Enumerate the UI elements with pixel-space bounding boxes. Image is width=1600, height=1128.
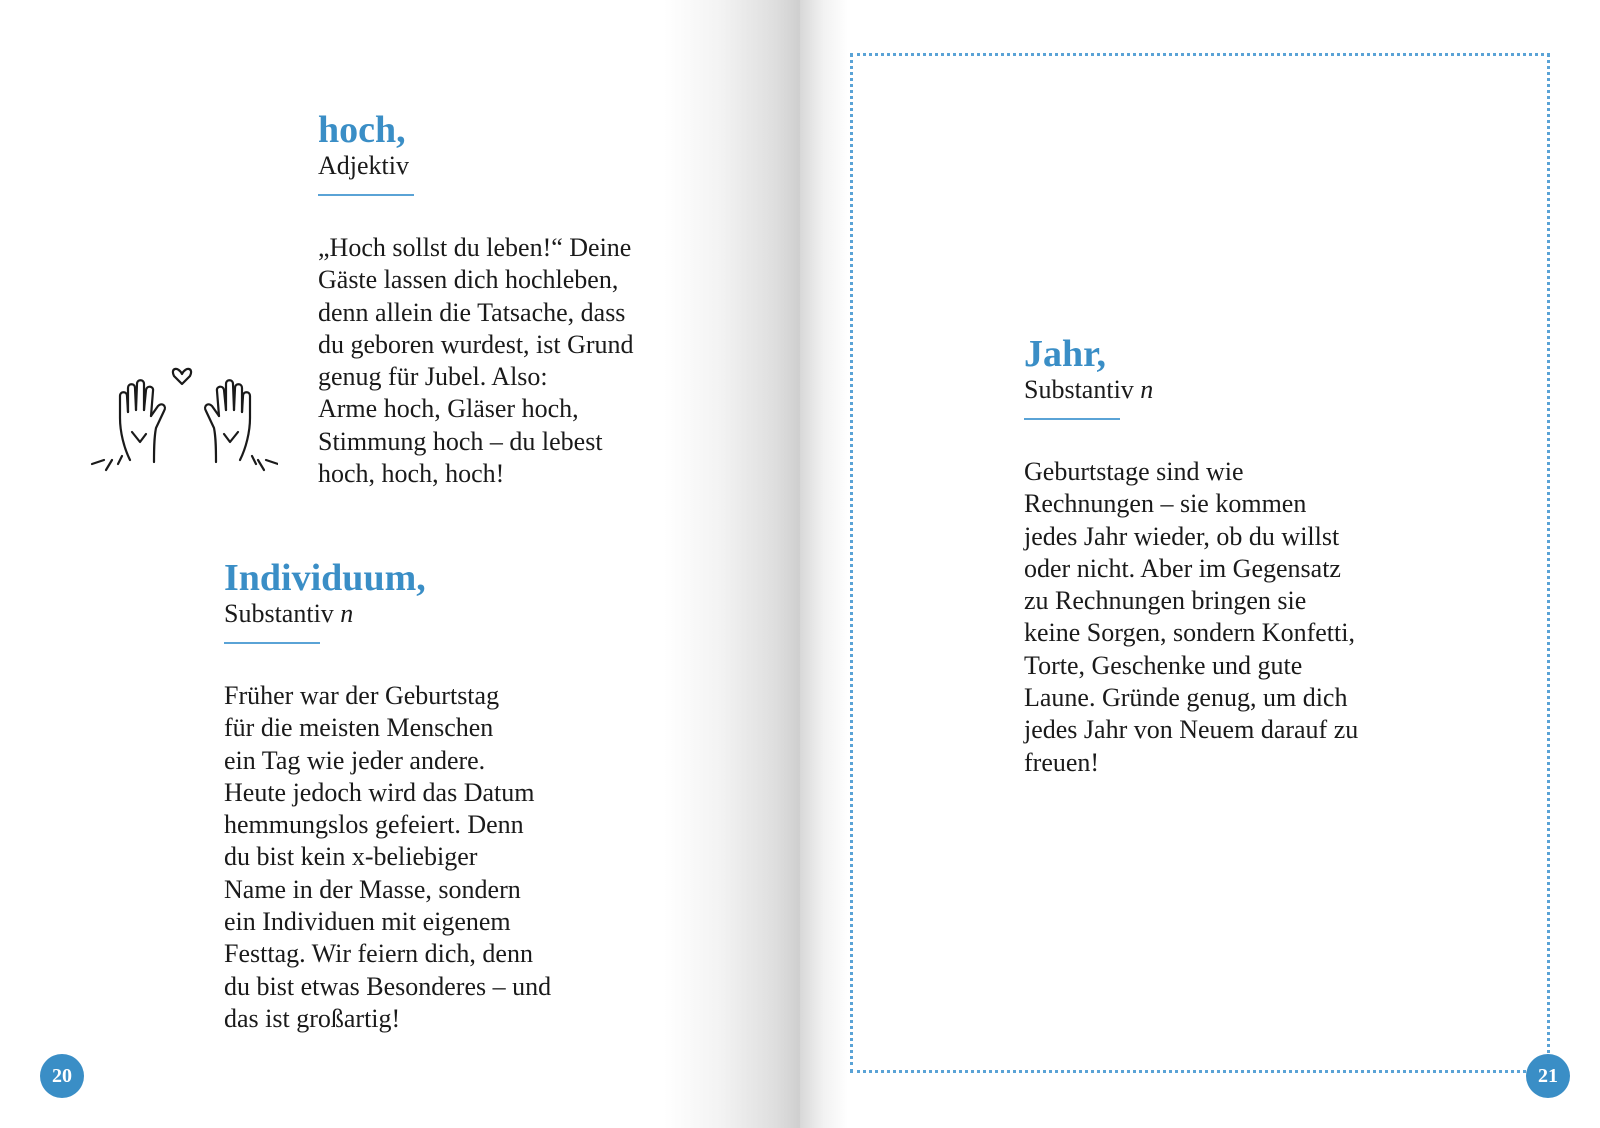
text-line: jedes Jahr von Neuem darauf zu — [1024, 715, 1359, 745]
text-line: denn allein die Tatsache, dass — [318, 297, 626, 327]
entry-jahr — [1024, 334, 1358, 779]
pos-label: Substantiv — [224, 599, 334, 628]
text-line: Stimmung hoch – du lebest — [318, 426, 603, 456]
text-line: hoch, hoch, hoch! — [318, 459, 505, 489]
text-line: zu Rechnungen bringen sie — [1024, 586, 1307, 616]
text-line: hemmungslos gefeiert. Denn — [224, 810, 524, 840]
part-of-speech: Adjektiv — [318, 151, 409, 180]
headword-jahr: Jahr, — [1024, 333, 1107, 375]
text-line: ein Individuen mit eigenem — [224, 907, 511, 937]
text-line: genug für Jubel. Also: — [318, 362, 548, 392]
divider-rule — [1024, 418, 1120, 420]
text-line: Heute jedoch wird das Datum — [224, 777, 535, 807]
text-line: Arme hoch, Gläser hoch, — [318, 394, 579, 424]
text-line: Torte, Geschenke und gute — [1024, 650, 1303, 680]
text-line: du geboren wurdest, ist Grund — [318, 329, 634, 359]
text-line: „Hoch sollst du leben!“ Deine — [318, 233, 632, 262]
text-line: Festtag. Wir feiern dich, denn — [224, 939, 533, 969]
text-line: du bist kein x-beliebiger — [224, 842, 478, 872]
headword-individuum: Individuum, — [224, 557, 426, 599]
text-line: das ist großartig! — [224, 1003, 401, 1033]
divider-rule — [224, 642, 320, 644]
text-line: Geburtstage sind wie — [1024, 457, 1244, 486]
part-of-speech — [224, 598, 551, 630]
raised-hands-heart-icon — [88, 360, 278, 490]
text-line: Name in der Masse, sondern — [224, 874, 521, 904]
divider-rule — [318, 194, 414, 196]
text-line: Gäste lassen dich hochleben, — [318, 265, 619, 295]
gender-label: n — [340, 599, 354, 628]
text-line: du bist etwas Besonderes – und — [224, 971, 552, 1001]
page-number-left: 20 — [40, 1054, 84, 1098]
text-line: für die meisten Menschen — [224, 713, 494, 743]
entry-individuum — [224, 558, 551, 1035]
gender-label: n — [1140, 375, 1154, 404]
text-line: ein Tag wie jeder andere. — [224, 745, 486, 775]
text-line: Laune. Gründe genug, um dich — [1024, 683, 1348, 713]
text-line: Früher war der Geburtstag — [224, 681, 500, 710]
part-of-speech — [1024, 374, 1358, 406]
text-line: jedes Jahr wieder, ob du willst — [1024, 521, 1340, 551]
definition-text — [224, 680, 551, 1035]
text-line: freuen! — [1024, 747, 1100, 777]
definition-text — [318, 232, 634, 490]
text-line: keine Sorgen, sondern Konfetti, — [1024, 618, 1355, 648]
entry-hoch — [318, 110, 634, 490]
pos-label: Substantiv — [1024, 375, 1134, 404]
definition-text — [1024, 456, 1358, 779]
headword-hoch: hoch, — [318, 109, 406, 151]
text-line: Rechnungen – sie kommen — [1024, 489, 1307, 519]
text-line: oder nicht. Aber im Gegensatz — [1024, 553, 1341, 583]
page-number-right: 21 — [1526, 1054, 1570, 1098]
